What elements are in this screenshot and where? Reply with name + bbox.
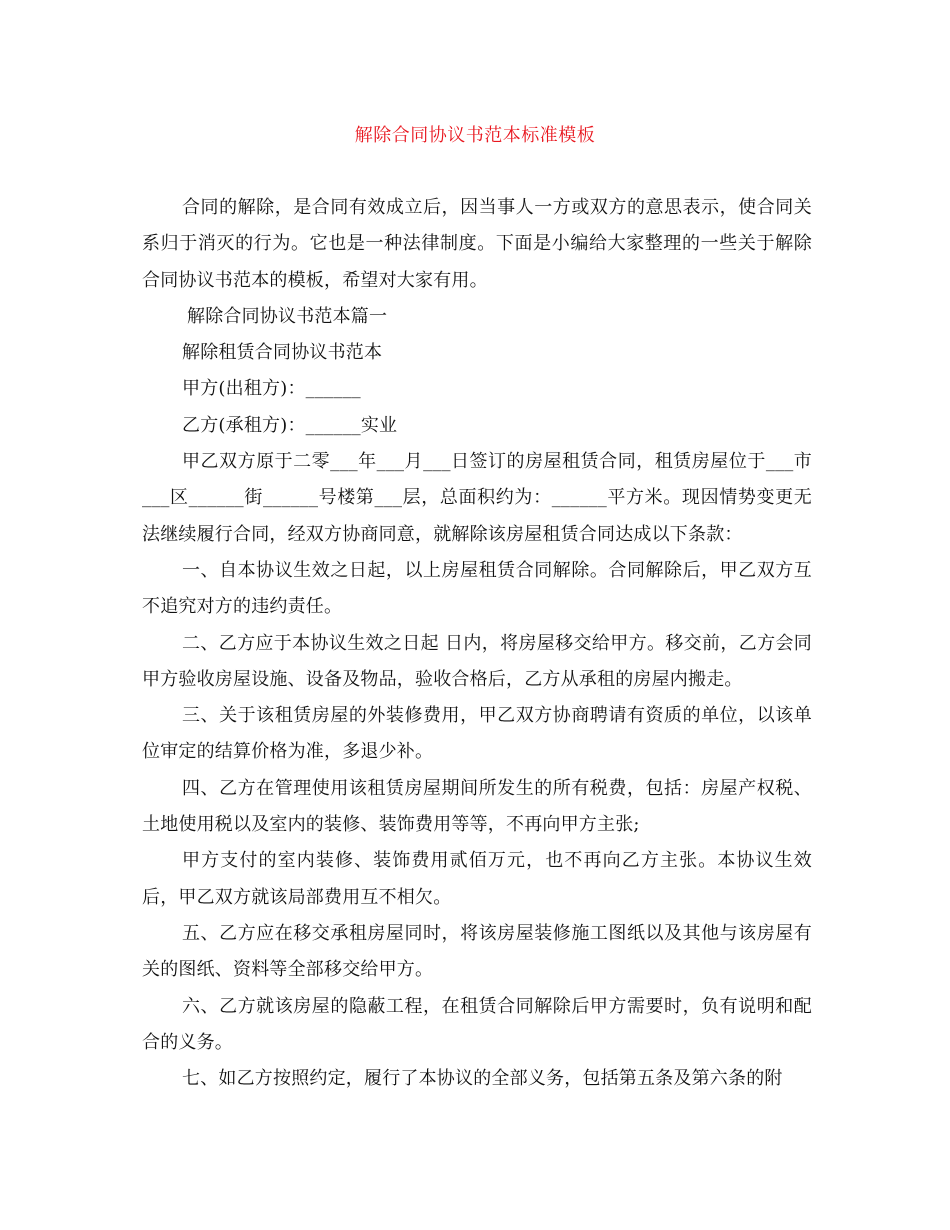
sub-heading: 解除租赁合同协议书范本 (182, 342, 383, 364)
document-body (142, 190, 812, 1097)
clause-4: 四、乙方在管理使用该租赁房屋期间所发生的所有税费，包括：房屋产权税、土地使用税以及室内的装修、装饰费用等等，不再向甲方主张; (142, 777, 812, 836)
intro-paragraph: 合同的解除，是合同有效成立后，因当事人一方或双方的意思表示，使合同关系归于消灭的行为。它也是一种法律制度。下面是小编给大家整理的一些关于解除合同协议书范本的模板，希望对大家有用。 (142, 197, 812, 291)
party-a-line: 甲方(出租方)：______ (182, 378, 361, 400)
clause-4-continued: 甲方支付的室内装修、装饰费用贰佰万元，也不再向乙方主张。本协议生效后，甲乙双方就该局部费用互不相欠。 (142, 850, 812, 908)
clause-5: 五、乙方应在移交承租房屋同时，将该房屋装修施工图纸以及其他与该房屋有关的图纸、资料等全部移交给甲方。 (142, 922, 812, 981)
party-b-line: 乙方(承租方)：______实业 (182, 414, 398, 436)
clause-1: 一、自本协议生效之日起，以上房屋租赁合同解除。合同解除后，甲乙双方互不追究对方的违约责任。 (142, 559, 812, 618)
section-heading: 解除合同协议书范本篇一 (187, 305, 388, 327)
clause-7: 七、如乙方按照约定，履行了本协议的全部义务，包括第五条及第六条的附 (182, 1068, 783, 1090)
preamble-paragraph: 甲乙双方原于二零___年___月___日签订的房屋租赁合同，租赁房屋位于___市___区______街______号楼第___层，总面积约为：______平方米。现因情势变更无法继续履行合同，经双方协商同意，就解除该房屋租赁合同达成以下条款： (142, 451, 812, 545)
document-title: 解除合同协议书范本标准模板 (354, 125, 596, 146)
clause-3: 三、关于该租赁房屋的外装修费用，甲乙双方协商聘请有资质的单位，以该单位审定的结算价格为准，多退少补。 (142, 705, 812, 763)
clause-6: 六、乙方就该房屋的隐蔽工程，在租赁合同解除后甲方需要时，负有说明和配合的义务。 (142, 995, 812, 1053)
clause-2: 二、乙方应于本协议生效之日起 日内，将房屋移交给甲方。移交前，乙方会同甲方验收房屋设施、设备及物品，验收合格后，乙方从承租的房屋内搬走。 (142, 632, 812, 690)
